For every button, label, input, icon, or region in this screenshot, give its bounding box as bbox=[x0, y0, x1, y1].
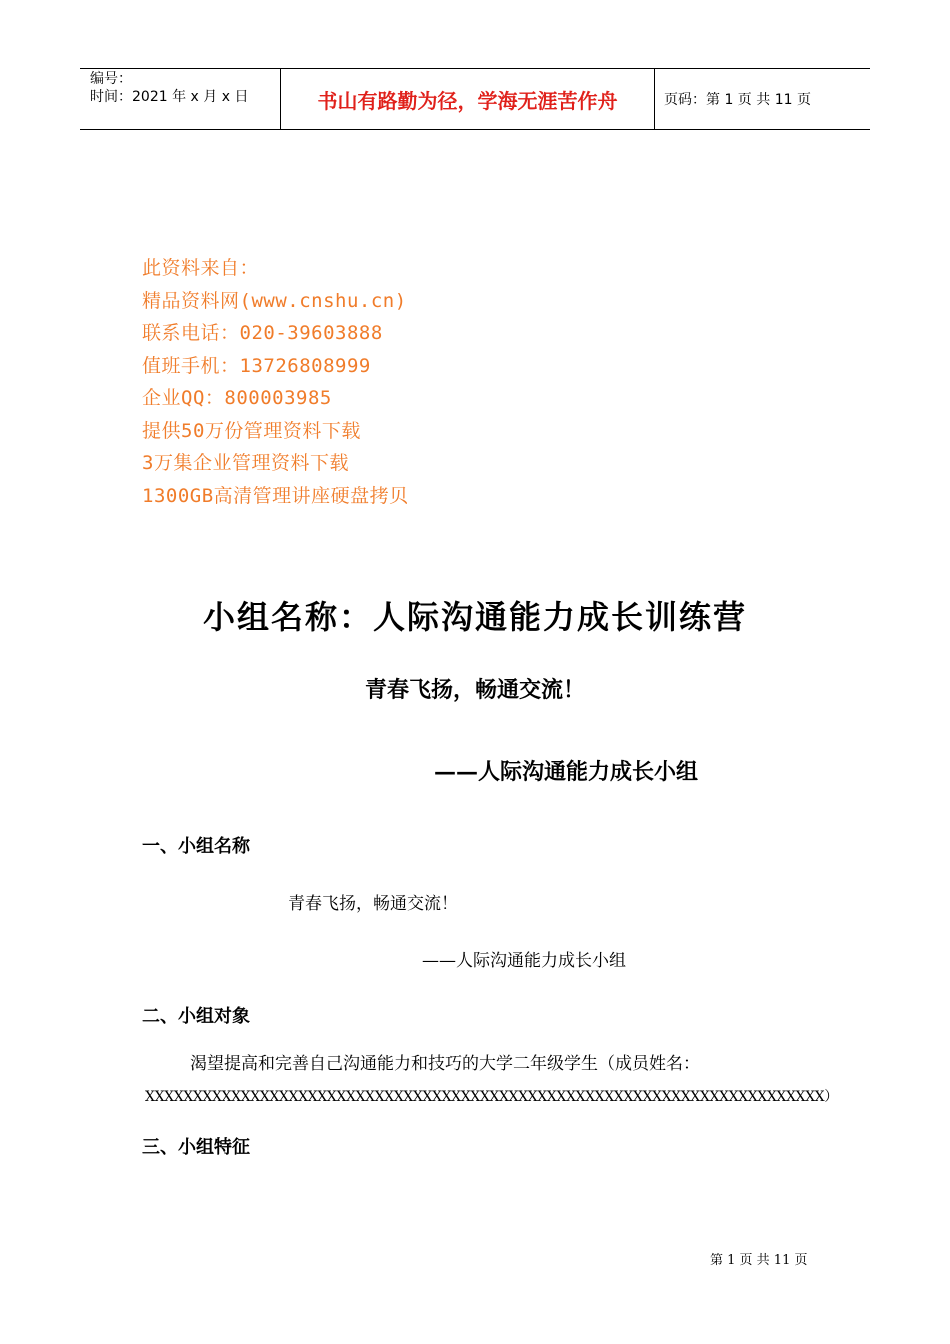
info-line: 此资料来自： bbox=[142, 257, 260, 279]
info-line: 1300GB高清管理讲座硬盘拷贝 bbox=[142, 484, 409, 507]
section-heading: 二、小组对象 bbox=[142, 1006, 250, 1027]
section-text: XXXXXXXXXXXXXXXXXXXXXXXXXXXXXXXXXXXXXXXXXXXXXXXXXXXXXXXXXXXXXXXXXXXXXXX） bbox=[145, 1089, 838, 1105]
info-line: 提供50万份管理资料下载 bbox=[142, 419, 361, 442]
source-info-block bbox=[142, 252, 409, 512]
header-motto: 书山有路勤为径，学海无涯苦作舟 bbox=[317, 88, 618, 113]
page-header bbox=[80, 68, 870, 130]
page-footer: 第 1 页 共 11 页 bbox=[710, 1253, 808, 1268]
info-line: 联系电话：020-39603888 bbox=[142, 322, 383, 344]
info-line: 精品资料网(www.cnshu.cn) bbox=[142, 289, 407, 312]
section-text: 渴望提高和完善自己沟通能力和技巧的大学二年级学生（成员姓名： bbox=[190, 1054, 700, 1074]
info-line: 值班手机：13726808999 bbox=[142, 354, 371, 377]
info-line: 企业QQ：800003985 bbox=[142, 387, 332, 409]
section-heading: 一、小组名称 bbox=[142, 836, 250, 857]
document-title: 小组名称：人际沟通能力成长训练营 bbox=[202, 598, 747, 636]
document-date-label: 时间：2021 年 x 月 x 日 bbox=[90, 89, 249, 105]
document-motto: 青春飞扬，畅通交流！ bbox=[364, 677, 585, 703]
document-number-label: 编号： bbox=[90, 71, 132, 87]
document-motto-signature: ——人际沟通能力成长小组 bbox=[434, 759, 699, 785]
header-divider bbox=[654, 69, 655, 129]
info-line: 3万集企业管理资料下载 bbox=[142, 452, 349, 474]
header-page-number: 页码：第 1 页 共 11 页 bbox=[664, 92, 811, 108]
section-text: ——人际沟通能力成长小组 bbox=[422, 951, 626, 971]
section-heading: 三、小组特征 bbox=[142, 1137, 250, 1158]
section-text: 青春飞扬，畅通交流！ bbox=[288, 894, 458, 914]
header-meta bbox=[80, 69, 280, 129]
